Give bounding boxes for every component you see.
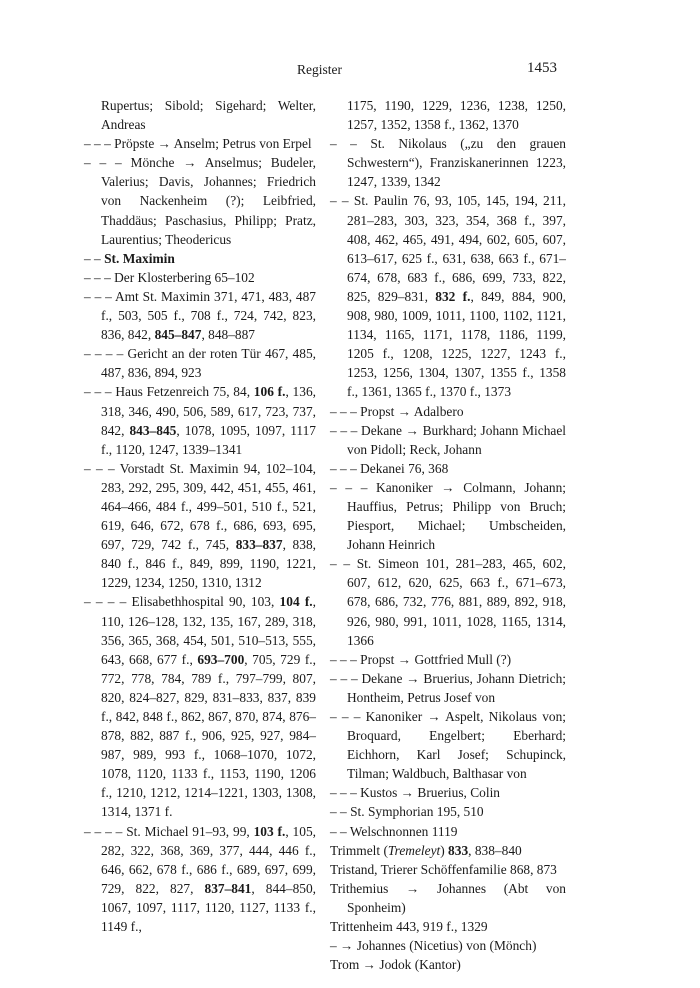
entry-text: 843–845 xyxy=(129,422,177,438)
entry-text: 837–841 xyxy=(204,880,252,896)
entry-text: – – – Amt St. Maximin 371, 471, 483, 487 f., 503, 505 f., 708 f., 724, 742, 823, 836, 842, xyxy=(84,288,316,343)
index-entry xyxy=(330,955,566,974)
index-entry xyxy=(330,841,566,860)
entry-text: Tristand, Trierer Schöffenfamilie 868, 873 xyxy=(330,861,557,877)
entry-text: , 110, 126–128, 132, 135, 167, 289, 318, 356, 365, 368, 454, 501, 510–513, 555, 643, 668, 677 f., xyxy=(101,594,316,667)
index-entry xyxy=(330,669,566,707)
entry-text: – – St. Nikolaus („zu den grauen Schwestern“), Franziskanerinnen 1223, 1247, 1339, 1342 xyxy=(330,136,566,190)
entry-text: ) xyxy=(440,842,449,858)
entry-text: , 105, 282, 322, 368, 369, 377, 444, 446 f., 646, 662, 678 f., 686 f., 689, 697, 699, 729, 822, 827, xyxy=(101,823,316,896)
index-entry xyxy=(330,191,566,401)
page-number: 1453 xyxy=(527,60,557,76)
index-entry xyxy=(84,268,316,287)
index-column-right xyxy=(330,96,566,974)
index-column-left xyxy=(84,96,316,936)
index-entry xyxy=(330,783,566,802)
index-entry xyxy=(84,153,316,248)
index-entry xyxy=(330,879,566,917)
entry-text: 845–847 xyxy=(154,327,202,343)
index-entry xyxy=(330,822,566,841)
index-entry xyxy=(84,459,316,593)
index-entry xyxy=(84,96,316,134)
index-entry xyxy=(84,382,316,458)
entry-text: – – xyxy=(84,250,105,266)
entry-text: – – – Pröpste → Anselm; Petrus von Erpel xyxy=(84,136,312,152)
entry-text: 693–700 xyxy=(197,651,245,667)
entry-text: St. Maximin xyxy=(104,250,175,266)
entry-text: Trithemius → Johannes (Abt von Sponheim) xyxy=(330,880,566,915)
index-entry xyxy=(84,287,316,344)
entry-text: – → Johannes (Nicetius) von (Mönch) xyxy=(330,938,537,954)
index-entry xyxy=(330,96,566,134)
index-entry xyxy=(330,650,566,669)
entry-text: – – – Mönche → Anselmus; Budeler, Valerius; Davis, Johannes; Friedrich von Nackenheim (?); Leibfried, Thaddäus; Paschasius, Philipp; Pratz, Laurentius; Theodericus xyxy=(84,155,316,247)
entry-text: Trom → Jodok (Kantor) xyxy=(330,957,461,973)
entry-text: 833 xyxy=(448,842,469,858)
entry-text: , 838, 840 f., 846 f., 849, 899, 1190, 1221, 1229, 1234, 1250, 1310, 1312 xyxy=(101,537,316,591)
entry-text: – – St. Simeon 101, 281–283, 465, 602, 607, 612, 620, 625, 663 f., 671–673, 678, 686, 732, 776, 881, 889, 892, 918, 926, 980, 991, 1011, 1028, 1165, 1314, 1366 xyxy=(330,556,566,648)
entry-text: Trimmelt ( xyxy=(330,842,388,858)
entry-text: – – St. Symphorian 195, 510 xyxy=(330,804,484,820)
index-entry xyxy=(330,707,566,783)
index-entry xyxy=(330,802,566,821)
entry-text: – – – – Elisabethhospital 90, 103, xyxy=(84,594,280,610)
entry-text: , 1078, 1095, 1097, 1117 f., 1120, 1247, 1339–1341 xyxy=(101,422,316,457)
entry-text: , 838–840 xyxy=(468,842,522,858)
entry-text: 833–837 xyxy=(235,537,283,553)
index-entry xyxy=(330,860,566,879)
index-entry xyxy=(330,936,566,955)
entry-text: – – – Kanoniker → Aspelt, Nikolaus von; Broquard, Engelbert; Eberhard; Eichhorn, Karl Josef; Schupinck, Tilman; Waldbuch, Balthasar von xyxy=(330,709,566,782)
index-entry xyxy=(84,344,316,382)
index-entry xyxy=(84,822,316,937)
entry-text: – – – Der Klosterbering 65–102 xyxy=(84,269,255,285)
entry-text: Tremeleyt xyxy=(387,842,441,858)
index-entry xyxy=(84,134,316,153)
entry-text: Trittenheim 443, 919 f., 1329 xyxy=(330,919,488,935)
entry-text: – – – – St. Michael 91–93, 99, xyxy=(84,823,254,839)
entry-text: 103 f. xyxy=(253,823,286,839)
entry-text: Rupertus; Sibold; Sigehard; Welter, Andreas xyxy=(101,98,316,133)
entry-text: – – – – Gericht an der roten Tür 467, 485, 487, 836, 894, 923 xyxy=(84,346,316,381)
entry-text: – – – Propst → Adalbero xyxy=(330,403,464,419)
index-entry xyxy=(330,402,566,421)
entry-text: – – – Vorstadt St. Maximin 94, 102–104, 283, 292, 295, 309, 442, 451, 455, 461, 464–466, 484 f., 499–501, 510 f., 521, 619, 646, 672, 678 f., 686, 693, 695, 697, 729, 742 f., 745, xyxy=(84,460,316,553)
entry-text: – – – Dekane → Burkhard; Johann Michael von Pidoll; Reck, Johann xyxy=(330,422,566,457)
entry-text: – – – Kustos → Bruerius, Colin xyxy=(330,785,500,801)
entry-text: , 844–850, 1067, 1097, 1117, 1120, 1127, 1133 f., 1149 f., xyxy=(101,880,316,935)
entry-text: 832 f. xyxy=(435,288,471,304)
entry-text: – – – Haus Fetzenreich 75, 84, xyxy=(84,384,254,400)
entry-text: – – – Kanoniker → Colmann, Johann; Hauffius, Petrus; Philipp von Bruch; Piesport, Michael; Umbscheiden, Johann Heinrich xyxy=(330,479,566,553)
page-header xyxy=(0,60,700,82)
index-entry xyxy=(330,421,566,459)
entry-text: , 136, 318, 346, 490, 506, 589, 617, 723, 737, 842, xyxy=(101,384,316,438)
entry-text: 104 f. xyxy=(279,594,313,610)
entry-text: – – Welschnonnen 1119 xyxy=(330,823,458,839)
index-entry xyxy=(330,478,566,554)
entry-text: – – – Dekanei 76, 368 xyxy=(330,460,449,476)
entry-text: , 849, 884, 900, 908, 980, 1009, 1011, 1100, 1102, 1121, 1134, 1165, 1171, 1178, 1186, 1199, 1205 f., 1208, 1225, 1227, 1243 f., 1253, 1256, 1304, 1307, 1355 f., 1358 f., 1361, 1365 f., 1370 f., 1373 xyxy=(347,288,566,400)
index-entry xyxy=(330,134,566,191)
entry-text: – – – Propst → Gottfried Mull (?) xyxy=(330,651,512,667)
entry-text: – – St. Paulin 76, 93, 105, 145, 194, 211, 281–283, 303, 323, 354, 368 f., 397, 408, 462, 465, 491, 494, 602, 605, 607, 613–617, 625 f., 631, 638, 663 f., 671–674, 678, 683 f., 686, 699, 733, 822, 825, 829–831, xyxy=(330,193,566,304)
index-entry xyxy=(330,917,566,936)
entry-text: 1175, 1190, 1229, 1236, 1238, 1250, 1257, 1352, 1358 f., 1362, 1370 xyxy=(347,98,566,133)
entry-text: , 848–887 xyxy=(201,327,255,343)
index-entry xyxy=(330,459,566,478)
index-entry xyxy=(330,554,566,649)
entry-text: 106 f. xyxy=(253,384,286,400)
entry-text: – – – Dekane → Bruerius, Johann Dietrich; Hontheim, Petrus Josef von xyxy=(330,670,566,705)
index-entry xyxy=(84,249,316,268)
running-title: Register xyxy=(297,62,342,77)
index-entry xyxy=(84,592,316,821)
entry-text: , 705, 729 f., 772, 778, 784, 789 f., 797–799, 807, 820, 824–827, 829, 831–833, 837, 839 f., 842, 848 f., 862, 867, 870, 874, 876–878, 882, 887 f., 906, 925, 927, 984–987, 989, 993 f., 1068–1070, 1072, 1078, 1120, 1133 f., 1153, 1190, 1206 f., 1210, 1212, 1214–1221, 1303, 1308, 1314, 1371 f. xyxy=(101,651,316,820)
